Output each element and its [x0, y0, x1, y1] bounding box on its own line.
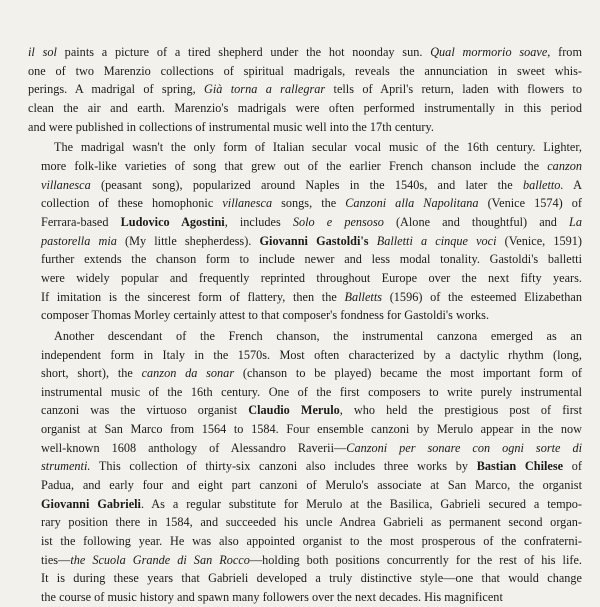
text-run: perings. A madrigal of spring, — [28, 82, 205, 97]
paragraph-1 — [28, 43, 582, 136]
text-line — [28, 513, 582, 532]
text-run: independent form in Italy in the 1570s. Most often characterized by a dactylic rhythm (long, — [41, 347, 582, 362]
italic-title: pastorella mia — [41, 233, 117, 248]
text-line — [28, 569, 582, 588]
bold-name: Bastian Chilese — [476, 459, 564, 474]
text-run: instrumental music of the 16th century. One of the first composers to write purely instrumental — [41, 384, 582, 399]
text-line — [28, 138, 582, 157]
text-run: Another descendant of the French chanson, the instrumental canzona emerged as an — [54, 328, 582, 343]
text-run: well-known 1608 anthology of Alessandro Raverii— — [41, 440, 347, 455]
text-run: and were published in collections of instrumental music well into the 17th century. — [28, 119, 434, 134]
text-run: more folk-like varieties of song that grew out of the earlier French chanson include the — [41, 158, 548, 173]
text-run: —holding both positions concurrently for the rest of his life. — [249, 552, 582, 567]
text-run: . As a regular substitute for Merulo at the Basilica, Gabrieli secured a tempo- — [140, 496, 582, 511]
text-run: (Venice 1574) of — [478, 196, 582, 211]
text-line — [28, 476, 582, 495]
bold-name: Claudio Merulo — [248, 403, 340, 418]
text-line — [28, 588, 582, 607]
text-line — [28, 457, 582, 476]
italic-title: Balletts — [344, 289, 383, 304]
italic-title: canzon da sonar — [141, 366, 235, 381]
text-run: It is during these years that Gabrieli developed a truly distinctive style—one that would change — [41, 571, 582, 586]
text-run: tells of April's return, laden with flowers to — [325, 82, 582, 97]
text-run: canzoni was the virtuoso organist — [41, 403, 249, 418]
text-run: ties— — [41, 552, 71, 567]
text-line — [28, 62, 582, 81]
text-line — [28, 288, 582, 307]
text-line — [28, 551, 582, 570]
text-line — [28, 99, 582, 118]
text-run: If imitation is the sincerest form of flattery, then the — [41, 289, 345, 304]
text-line — [28, 495, 582, 514]
text-run: (Alone and thoughtful) and — [383, 214, 570, 229]
text-line — [28, 176, 582, 195]
text-run: (chanson to be played) became the most important form of — [234, 366, 582, 381]
italic-title: the Scuola Grande di San Rocco — [70, 552, 250, 567]
text-run: (Venice, 1591) — [496, 233, 582, 248]
italic-title: villanesca — [41, 177, 91, 192]
text-run: (peasant song), popularized around Naples in the 1540s, and later the — [90, 177, 523, 192]
text-line — [28, 213, 582, 232]
text-run: one of two Marenzio collections of spiritual madrigals, reveals the annunciation in sweet whis- — [28, 63, 582, 78]
italic-title: La — [569, 214, 583, 229]
text-run: the course of music history and spawn many followers over the next decades. His magnificent — [41, 590, 503, 605]
text-run: Ferrara-based — [41, 214, 121, 229]
italic-title: Canzoni per sonare con ogni sorte di — [346, 440, 582, 455]
text-line — [28, 157, 582, 176]
text-run: songs, the — [272, 196, 346, 211]
text-run: were widely popular and frequently reprinted throughout Europe over the next fifty years. — [41, 270, 582, 285]
text-line — [28, 269, 582, 288]
italic-title: villanesca — [222, 196, 273, 211]
bold-name: Ludovico Agostini — [120, 214, 225, 229]
text-run: clean the air and earth. Marenzio's madrigals were often performed instrumentally in this period — [28, 100, 582, 115]
text-line — [28, 401, 582, 420]
text-run: organist at San Marco from 1564 to 1584. Four ensemble canzoni by Merulo appear in the now — [41, 422, 582, 437]
text-run: from — [550, 45, 582, 59]
text-line — [28, 532, 582, 551]
paragraph-3 — [28, 327, 582, 607]
text-run: paints a picture of a tired shepherd under the hot noonday sun. — [56, 45, 431, 59]
text-run: collection of these homophonic — [41, 196, 223, 211]
text-line — [28, 420, 582, 439]
text-line — [28, 250, 582, 269]
text-line — [28, 43, 582, 62]
text-run: A — [563, 177, 582, 192]
text-run: ist the following year. He was also appointed organist to the most prosperous of the confraterni- — [41, 534, 582, 549]
body-text — [28, 43, 582, 607]
text-line — [28, 232, 582, 251]
text-line — [28, 80, 582, 99]
bold-name: Giovanni Gastoldi's — [259, 233, 369, 248]
text-run: The madrigal wasn't the only form of Italian secular vocal music of the 16th century. Lighter, — [54, 140, 582, 155]
text-line — [28, 327, 582, 346]
text-run: (My little shepherdess). — [116, 233, 260, 248]
italic-title: Balletti a cinque voci — [376, 233, 497, 248]
text-line — [28, 439, 582, 458]
text-line — [28, 383, 582, 402]
text-line — [28, 364, 582, 383]
text-run: Padua, and early four and eight part canzoni of Merulo's associate at San Marco, the organist — [41, 478, 582, 493]
italic-title: il sol — [28, 45, 57, 59]
italic-title: balletto. — [522, 177, 564, 192]
italic-title: Già torna a rallegrar — [204, 82, 326, 97]
text-run: , includes — [224, 214, 293, 229]
text-run: This collection of thirty-six canzoni also includes three works by — [90, 459, 477, 474]
text-run: of — [563, 459, 583, 474]
text-run: short, short), the — [41, 366, 142, 381]
text-line — [28, 346, 582, 365]
text-run: further extends the chanson form to include newer and less modal tonality. Gastoldi's balletti — [41, 252, 582, 267]
italic-title: canzon — [547, 158, 582, 173]
italic-title: Solo e pensoso — [292, 214, 384, 229]
text-line — [28, 118, 582, 137]
text-run: composer Thomas Morley certainly attest to that composer's fondness for Gastoldi's works. — [41, 308, 490, 323]
text-line — [28, 306, 582, 325]
italic-title: Canzoni alla Napolitana — [345, 196, 479, 211]
text-line — [28, 194, 582, 213]
paragraph-2 — [28, 138, 582, 325]
bold-name: Giovanni Gabrieli — [41, 496, 141, 511]
text-run: , who held the prestigious post of first — [339, 403, 582, 418]
text-run: rary position there in 1584, and succeeded his uncle Andrea Gabrieli as permanent second organ- — [41, 515, 582, 530]
italic-title: strumenti. — [41, 459, 91, 474]
italic-title: Qual mormorio soave, — [430, 45, 551, 59]
text-run — [369, 234, 377, 248]
text-run: (1596) of the esteemed Elizabethan — [382, 289, 582, 304]
